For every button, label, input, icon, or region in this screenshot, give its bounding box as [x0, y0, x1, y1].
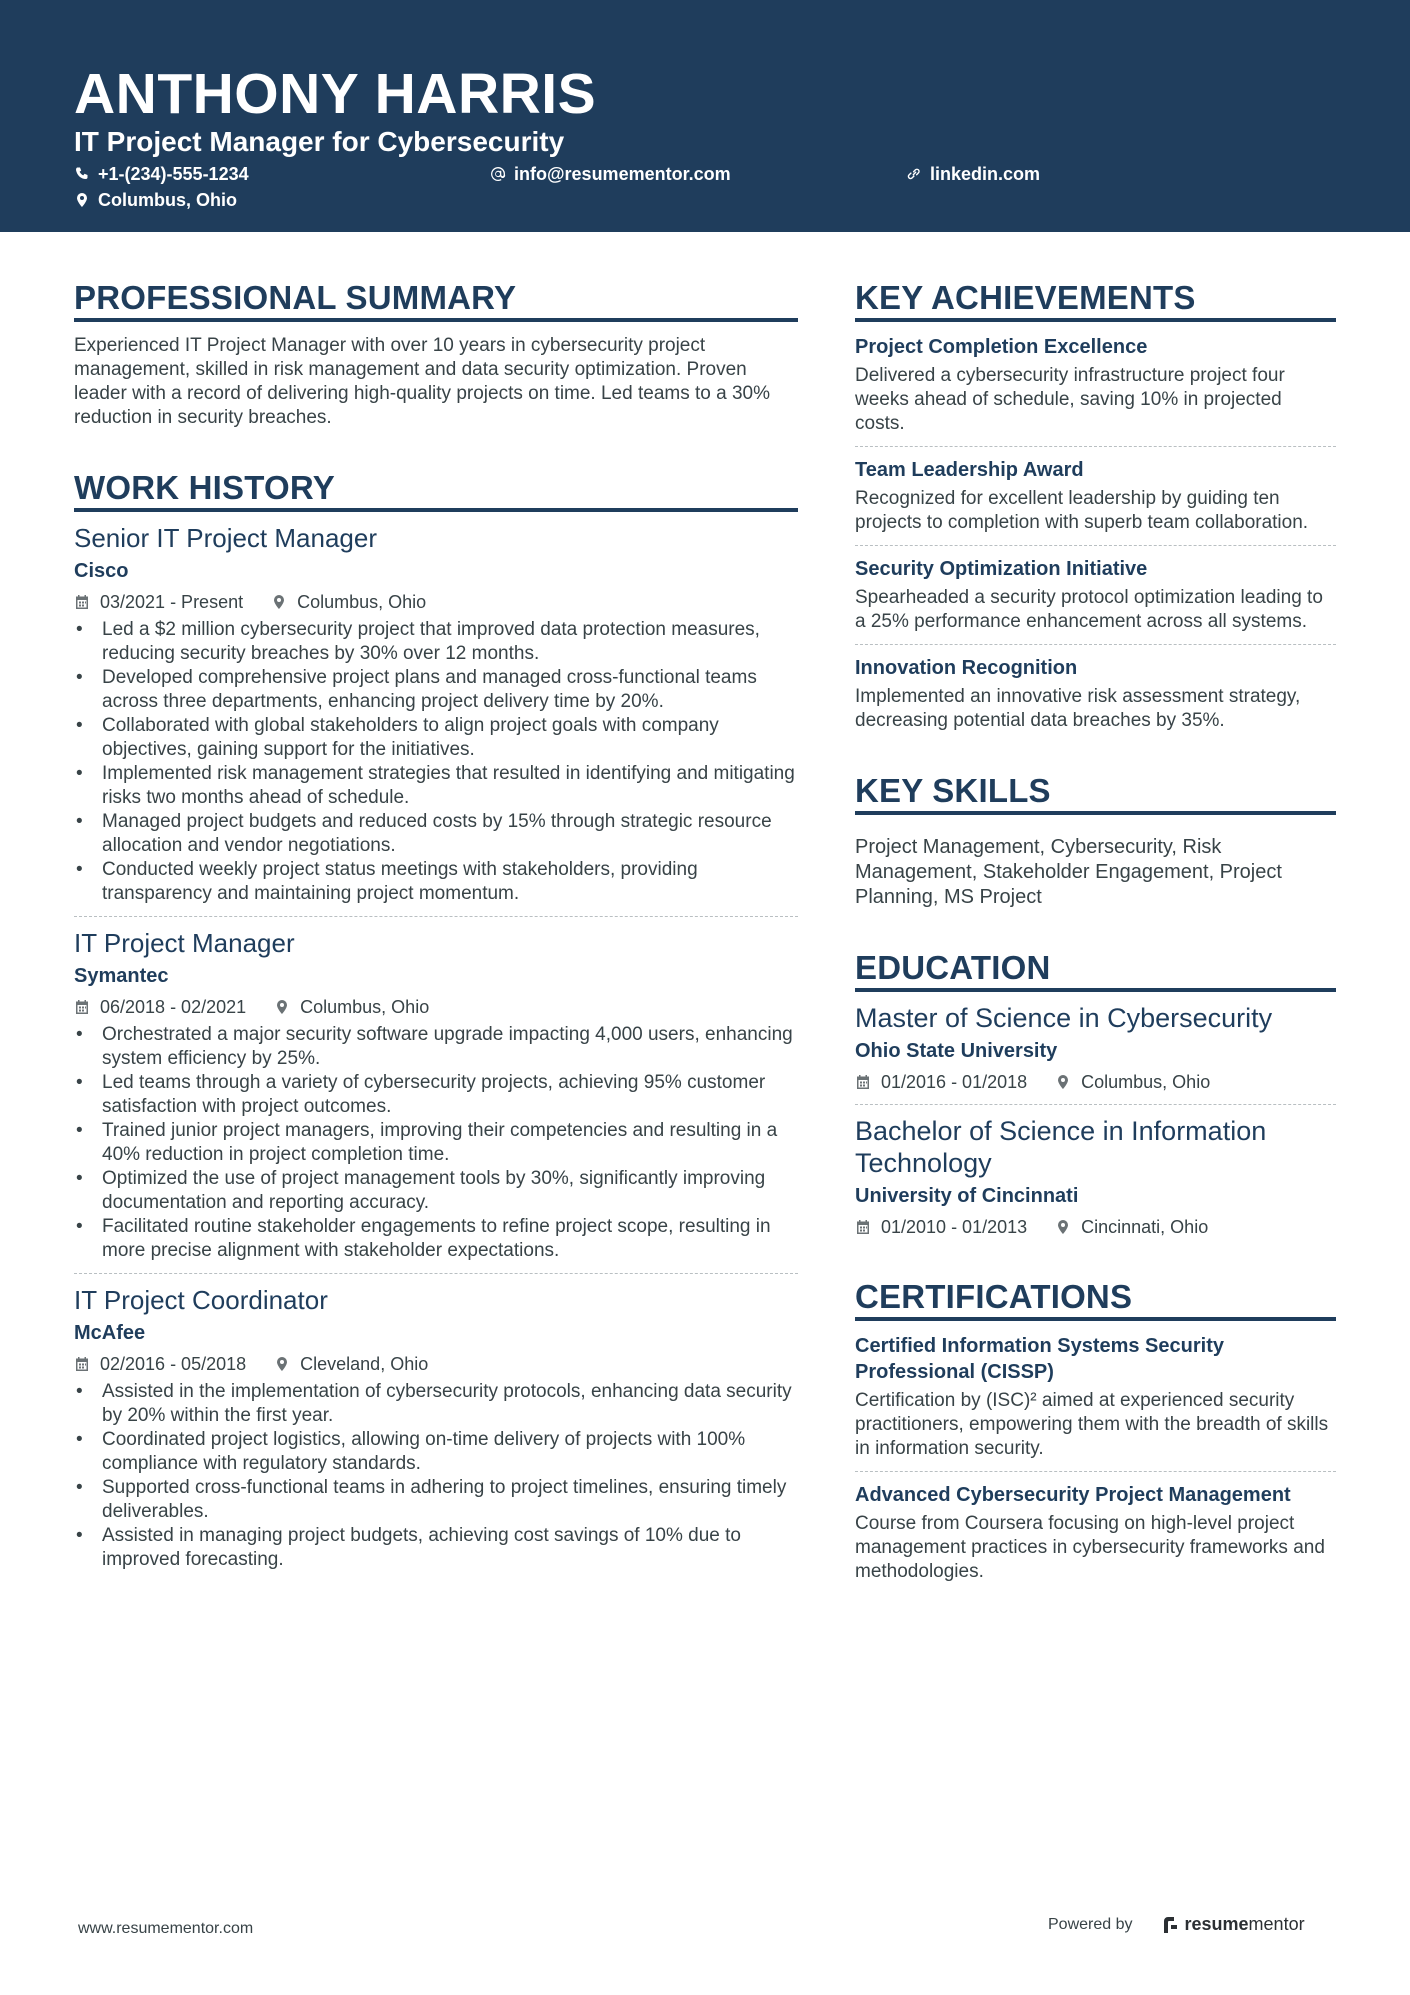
resumementor-logo-icon — [1163, 1916, 1179, 1934]
candidate-role: IT Project Manager for Cybersecurity — [74, 126, 565, 157]
location-pin-icon — [274, 1356, 290, 1372]
work-history-section — [74, 468, 798, 1572]
section-title-achievements: KEY ACHIEVEMENTS — [855, 278, 1336, 322]
job-bullet: • Assisted in managing project budgets, achieving cost savings of 10% due to improved forecasting. — [74, 1524, 798, 1572]
contact-phone — [74, 162, 249, 186]
job-location: Cleveland, Ohio — [300, 1354, 429, 1374]
job-dates: 06/2018 - 02/2021 — [100, 997, 247, 1017]
left-column — [74, 278, 798, 1572]
achievement-item — [855, 334, 1336, 436]
location-text: Columbus, Ohio — [98, 190, 237, 210]
education-section — [855, 948, 1336, 1239]
job-bullet: • Optimized the use of project management tools by 30%, significantly improving documentation and reporting accuracy. — [74, 1167, 798, 1215]
link-icon — [906, 166, 922, 182]
section-title-certifications: CERTIFICATIONS — [855, 1277, 1336, 1321]
job-bullet: • Developed comprehensive project plans and managed cross-functional teams across three departments, enhancing project delivery time by 20%. — [74, 666, 798, 714]
job-bullets — [74, 1380, 798, 1572]
footer-website[interactable]: www.resumementor.com — [78, 1920, 254, 1937]
divider — [855, 1104, 1336, 1105]
achievement-item — [855, 457, 1336, 535]
location-pin-icon — [74, 192, 90, 208]
certification-item — [855, 1333, 1336, 1461]
job-entry — [74, 927, 798, 1263]
divider — [855, 446, 1336, 447]
job-location: Columbus, Ohio — [297, 592, 427, 612]
job-bullet: • Assisted in the implementation of cybersecurity protocols, enhancing data security by 20% within the first year. — [74, 1380, 798, 1428]
job-dates: 02/2016 - 05/2018 — [100, 1354, 247, 1374]
job-location: Columbus, Ohio — [300, 997, 430, 1017]
job-meta — [74, 1352, 798, 1376]
achievement-title: Team Leadership Award — [855, 459, 1084, 481]
powered-by-text: Powered by — [1048, 1915, 1133, 1933]
degree-title: Bachelor of Science in Information Technology — [855, 1116, 1267, 1178]
contact-email[interactable] — [490, 162, 731, 186]
job-dates: 03/2021 - Present — [100, 592, 244, 612]
job-title: IT Project Coordinator — [74, 1285, 328, 1315]
education-location: Cincinnati, Ohio — [1081, 1217, 1209, 1237]
job-bullet: • Implemented risk management strategies that resulted in identifying and mitigating risks two months ahead of schedule. — [74, 762, 798, 810]
calendar-icon — [74, 1356, 90, 1372]
education-meta — [855, 1070, 1336, 1094]
linkedin-text[interactable]: linkedin.com — [930, 164, 1041, 184]
phone-text: +1-(234)-555-1234 — [98, 164, 249, 184]
achievement-desc: Recognized for excellent leadership by guiding ten projects to completion with superb team collaboration. — [855, 488, 1309, 533]
job-bullet: • Facilitated routine stakeholder engagements to refine project scope, resulting in more precise alignment with stakeholder expectations. — [74, 1215, 798, 1263]
divider — [74, 916, 798, 917]
location-pin-icon — [271, 594, 287, 610]
certification-desc: Certification by (ISC)² aimed at experienced security practitioners, empowering them with the breadth of skills in information security. — [855, 1390, 1329, 1459]
location-pin-icon — [274, 999, 290, 1015]
job-bullet: • Led teams through a variety of cybersecurity projects, achieving 95% customer satisfaction with project outcomes. — [74, 1071, 798, 1119]
job-meta — [74, 995, 798, 1019]
section-title-work: WORK HISTORY — [74, 468, 798, 512]
job-bullets — [74, 1023, 798, 1263]
divider — [855, 545, 1336, 546]
school-name: Ohio State University — [855, 1040, 1058, 1062]
education-meta — [855, 1215, 1336, 1239]
job-meta — [74, 590, 798, 614]
calendar-icon — [74, 594, 90, 610]
education-dates: 01/2016 - 01/2018 — [881, 1072, 1028, 1092]
calendar-icon — [74, 999, 90, 1015]
location-pin-icon — [1055, 1219, 1071, 1235]
company-name: Symantec — [74, 965, 169, 987]
certification-title: Certified Information Systems Security Professional (CISSP) — [855, 1335, 1224, 1383]
location-pin-icon — [1055, 1074, 1071, 1090]
job-bullet: • Collaborated with global stakeholders to align project goals with company objectives, gaining support for the initiatives. — [74, 714, 798, 762]
education-item — [855, 1115, 1336, 1239]
school-name: University of Cincinnati — [855, 1185, 1079, 1207]
header-banner — [0, 0, 1410, 232]
at-icon — [490, 166, 506, 182]
job-entry — [74, 522, 798, 906]
achievement-title: Security Optimization Initiative — [855, 558, 1148, 580]
company-name: McAfee — [74, 1322, 146, 1344]
certification-item — [855, 1482, 1336, 1584]
job-bullet: • Coordinated project logistics, allowing on-time delivery of projects with 100% compliance with regulatory standards. — [74, 1428, 798, 1476]
section-title-education: EDUCATION — [855, 948, 1336, 992]
achievement-desc: Delivered a cybersecurity infrastructure project four weeks ahead of schedule, saving 10% in projected costs. — [855, 365, 1285, 434]
company-name: Cisco — [74, 560, 129, 582]
email-text[interactable]: info@resumementor.com — [514, 164, 731, 184]
achievements-section — [855, 278, 1336, 733]
education-dates: 01/2010 - 01/2013 — [881, 1217, 1028, 1237]
section-title-summary: PROFESSIONAL SUMMARY — [74, 278, 798, 322]
section-title-skills: KEY SKILLS — [855, 771, 1336, 815]
brand-light: mentor — [1248, 1914, 1305, 1934]
footer-powered-by — [1048, 1914, 1305, 1935]
certification-title: Advanced Cybersecurity Project Management — [855, 1484, 1291, 1506]
degree-title: Master of Science in Cybersecurity — [855, 1003, 1273, 1033]
job-bullets — [74, 618, 798, 906]
summary-text: Experienced IT Project Manager with over 10 years in cybersecurity project management, skilled in risk management and data security optimization. Proven leader with a record of delivering high-quality projects on time. Led teams to a 30% reduction in security breaches. — [74, 335, 770, 428]
job-title: IT Project Manager — [74, 928, 295, 958]
job-bullet: • Led a $2 million cybersecurity project that improved data protection measures, reducing security breaches by 30% over 12 months. — [74, 618, 798, 666]
job-bullet: • Orchestrated a major security software upgrade impacting 4,000 users, enhancing system efficiency by 25%. — [74, 1023, 798, 1071]
contact-location — [74, 188, 237, 212]
achievement-title: Innovation Recognition — [855, 657, 1078, 679]
job-bullet: • Managed project budgets and reduced costs by 15% through strategic resource allocation and vendor negotiations. — [74, 810, 798, 858]
contact-linkedin[interactable] — [906, 162, 1040, 186]
phone-icon — [74, 166, 90, 182]
job-bullet: • Trained junior project managers, improving their competencies and resulting in a 40% reduction in project completion time. — [74, 1119, 798, 1167]
brand-bold: resume — [1184, 1914, 1249, 1934]
certifications-section — [855, 1277, 1336, 1584]
calendar-icon — [855, 1074, 871, 1090]
divider — [855, 1471, 1336, 1472]
achievement-desc: Spearheaded a security protocol optimization leading to a 25% performance enhancement across all systems. — [855, 587, 1323, 632]
skills-section — [855, 771, 1336, 910]
summary-section — [74, 278, 798, 430]
job-entry — [74, 1284, 798, 1572]
achievement-item — [855, 556, 1336, 634]
education-item — [855, 1002, 1336, 1094]
job-bullet: • Conducted weekly project status meetings with stakeholders, providing transparency and maintaining project momentum. — [74, 858, 798, 906]
education-location: Columbus, Ohio — [1081, 1072, 1211, 1092]
candidate-name: ANTHONY HARRIS — [74, 62, 597, 126]
divider — [855, 644, 1336, 645]
achievement-item — [855, 655, 1336, 733]
job-bullet: • Supported cross-functional teams in adhering to project timelines, ensuring timely deliverables. — [74, 1476, 798, 1524]
achievement-desc: Implemented an innovative risk assessment strategy, decreasing potential data breaches by 35%. — [855, 686, 1301, 731]
achievement-title: Project Completion Excellence — [855, 336, 1148, 358]
certification-desc: Course from Coursera focusing on high-level project management practices in cybersecurity frameworks and methodologies. — [855, 1513, 1325, 1582]
job-title: Senior IT Project Manager — [74, 523, 377, 553]
calendar-icon — [855, 1219, 871, 1235]
right-column — [855, 278, 1336, 1584]
brand-logo[interactable] — [1163, 1914, 1305, 1935]
skills-text: Project Management, Cybersecurity, Risk Management, Stakeholder Engagement, Project Planning, MS Project — [855, 836, 1282, 908]
divider — [74, 1273, 798, 1274]
